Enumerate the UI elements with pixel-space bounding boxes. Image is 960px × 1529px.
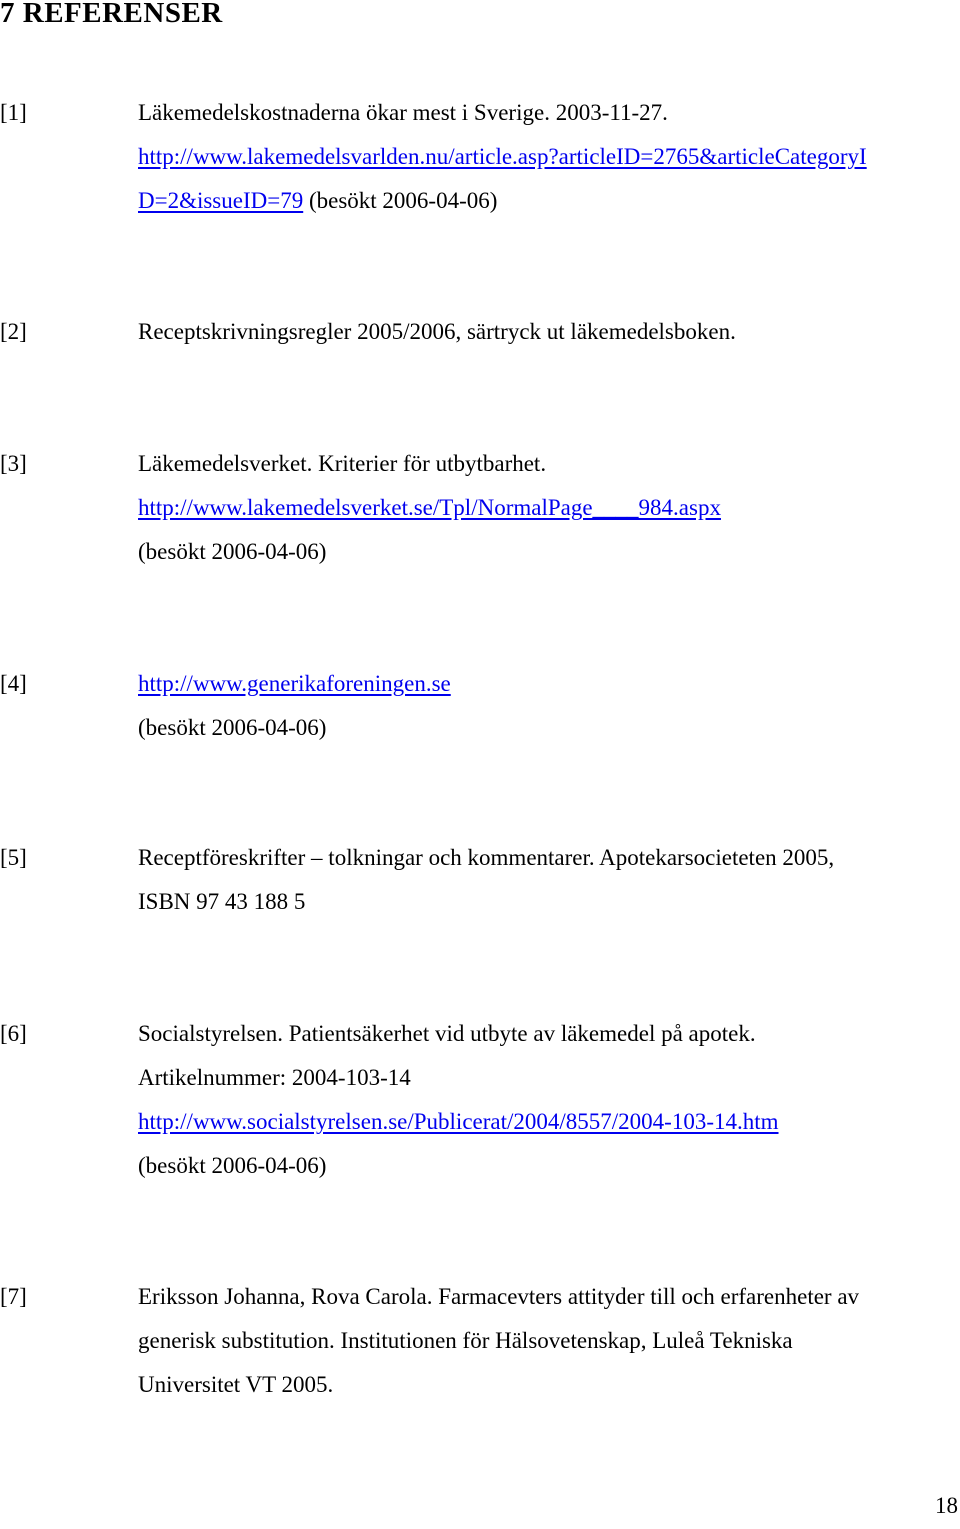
reference-number: [6] bbox=[0, 1021, 27, 1046]
reference-number: [7] bbox=[0, 1284, 27, 1309]
reference-link-continued[interactable]: D=2&issueID=79 bbox=[138, 188, 304, 213]
page-number: 18 bbox=[935, 1493, 958, 1518]
reference-number: [1] bbox=[0, 100, 27, 125]
reference-number: [5] bbox=[0, 845, 27, 870]
reference-number: [3] bbox=[0, 451, 27, 476]
reference-link[interactable]: http://www.socialstyrelsen.se/Publicerat/2004/8557/2004-103-14.htm bbox=[138, 1109, 779, 1134]
section-heading: 7 REFERENSER bbox=[0, 0, 223, 29]
reference-number: [4] bbox=[0, 671, 27, 696]
reference-link[interactable]: http://www.generikaforeningen.se bbox=[138, 671, 451, 696]
reference-link[interactable]: http://www.lakemedelsvarlden.nu/article.asp?articleID=2765&articleCategoryI bbox=[138, 144, 867, 169]
reference-text: Läkemedelskostnaderna ökar mest i Sverige. 2003-11-27. http://www.lakemedelsvarlden.nu/article.asp?articleID=2765&articleCategoryI D=2&issueID=79 (besökt 2006-04-06) bbox=[138, 100, 867, 213]
reference-link[interactable]: http://www.lakemedelsverket.se/Tpl/NormalPage____984.aspx bbox=[138, 495, 721, 520]
reference-number: [2] bbox=[0, 319, 27, 344]
reference-text: http://www.generikaforeningen.se (besökt 2006-04-06) bbox=[138, 671, 451, 740]
reference-text: Läkemedelsverket. Kriterier för utbytbarhet. http://www.lakemedelsverket.se/Tpl/NormalPage____984.aspx (besökt 2006-04-06) bbox=[138, 451, 721, 564]
reference-text: Receptföreskrifter – tolkningar och kommentarer. Apotekarsocieteten 2005, ISBN 97 43 188 5 bbox=[138, 845, 835, 914]
reference-text: Eriksson Johanna, Rova Carola. Farmacevters attityder till och erfarenheter av generisk substitution. Institutionen för Hälsovetenskap, Luleå Tekniska Universitet VT 2005. bbox=[138, 1284, 860, 1397]
reference-text: Socialstyrelsen. Patientsäkerhet vid utbyte av läkemedel på apotek. Artikelnummer: 2004-103-14 http://www.socialstyrelsen.se/Publicerat/2004/8557/2004-103-14.htm (besökt 2006-04-06) bbox=[138, 1021, 779, 1178]
reference-text: Receptskrivningsregler 2005/2006, särtryck ut läkemedelsboken. bbox=[138, 319, 736, 344]
